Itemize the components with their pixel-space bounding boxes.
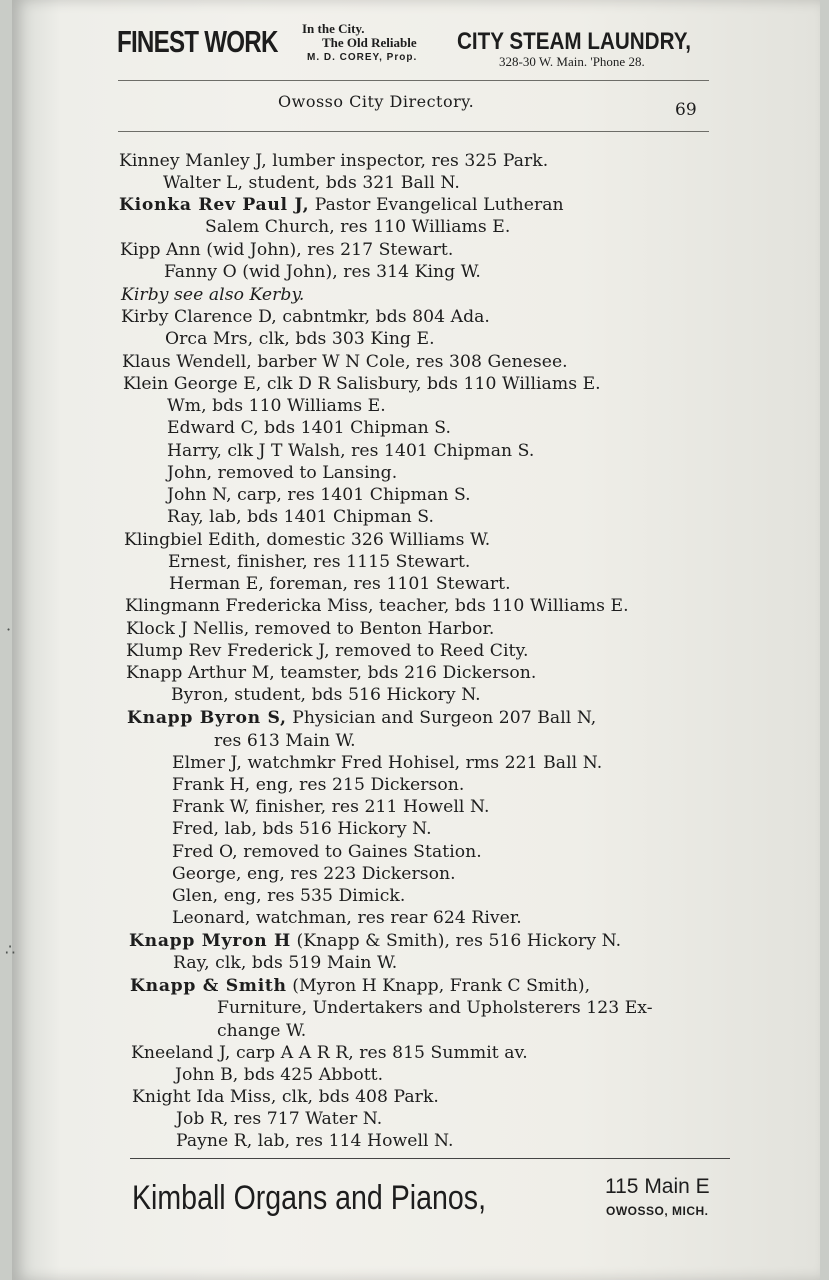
directory-entry: Fanny O (wid John), res 314 King W. (164, 262, 481, 282)
in-city-ad-text: In the City. (302, 21, 365, 36)
directory-entry: Walter L, student, bds 321 Ball N. (163, 173, 460, 193)
running-title: Owosso City Directory. (278, 92, 475, 111)
directory-entry: Kinney Manley J, lumber inspector, res 325 Park. (119, 151, 549, 171)
directory-entry: Edward C, bds 1401 Chipman S. (167, 418, 452, 438)
kimball-address: 115 Main E (605, 1175, 710, 1198)
kimball-city: OWOSSO, MICH. (606, 1204, 709, 1218)
directory-entry (129, 931, 621, 951)
directory-entry (127, 708, 596, 728)
directory-entry: Herman E, foreman, res 1101 Stewart. (169, 574, 511, 594)
old-reliable-ad-text: The Old Reliable (322, 35, 417, 50)
directory-entries (12, 0, 820, 1160)
directory-entry (119, 195, 564, 215)
entry-bold-name: Knapp Myron H (129, 931, 291, 951)
directory-entry: Job R, res 717 Water N. (176, 1109, 383, 1129)
directory-entry: Byron, student, bds 516 Hickory N. (171, 685, 481, 705)
directory-entry: Payne R, lab, res 114 Howell N. (176, 1131, 454, 1151)
entry-text: Physician and Surgeon 207 Ball N, (286, 708, 597, 728)
entry-text: (Myron H Knapp, Frank C Smith), (286, 976, 591, 996)
directory-entry: John, removed to Lansing. (167, 463, 398, 483)
directory-entry: Klock J Nellis, removed to Benton Harbor. (126, 619, 495, 639)
directory-entry: Knight Ida Miss, clk, bds 408 Park. (132, 1087, 439, 1107)
directory-page (5, 0, 820, 1280)
directory-entry: Fred O, removed to Gaines Station. (172, 842, 482, 862)
finest-work-ad-text: FINEST WORK (117, 24, 278, 59)
city-steam-laundry-ad-text: CITY STEAM LAUNDRY, (457, 28, 691, 55)
directory-entry: George, eng, res 223 Dickerson. (172, 864, 456, 884)
directory-entry: Klaus Wendell, barber W N Cole, res 308 Genesee. (122, 352, 568, 372)
directory-entry: Klump Rev Frederick J, removed to Reed City. (126, 641, 529, 661)
bottom-advertisement (130, 1175, 750, 1235)
directory-entry: Fred, lab, bds 516 Hickory N. (172, 819, 432, 839)
directory-entry: res 613 Main W. (214, 731, 356, 751)
kimball-ad-brand: Kimball Organs and Pianos, (132, 1179, 487, 1217)
directory-entry: Kipp Ann (wid John), res 217 Stewart. (120, 240, 454, 260)
directory-entry: John N, carp, res 1401 Chipman S. (167, 485, 471, 505)
directory-entry: Elmer J, watchmkr Fred Hohisel, rms 221 Ball N. (172, 753, 603, 773)
directory-entry: Knapp Arthur M, teamster, bds 216 Dickerson. (126, 663, 537, 683)
directory-entry: Furniture, Undertakers and Upholsterers 123 Ex- (217, 998, 653, 1018)
directory-entry: Glen, eng, res 535 Dimick. (172, 886, 406, 906)
directory-entry: Klingbiel Edith, domestic 326 Williams W. (124, 530, 491, 550)
proprietor-ad-text: M. D. COREY, Prop. (307, 52, 418, 63)
directory-entry: Frank W, finisher, res 211 Howell N. (172, 797, 490, 817)
directory-entry: Kirby Clarence D, cabntmkr, bds 804 Ada. (121, 307, 490, 327)
left-margin-mark: ∴ (5, 940, 16, 959)
entry-bold-name: Knapp & Smith (130, 976, 287, 996)
directory-cross-reference: Kirby see also Kerby. (121, 285, 305, 305)
entry-bold-name: Knapp Byron S, (127, 708, 287, 728)
directory-entry: Orca Mrs, clk, bds 303 King E. (165, 329, 435, 349)
directory-entry: Harry, clk J T Walsh, res 1401 Chipman S. (167, 441, 535, 461)
laundry-address-ad-text: 328-30 W. Main. 'Phone 28. (499, 54, 645, 69)
directory-entry: Wm, bds 110 Williams E. (167, 396, 386, 416)
directory-entry: Klein George E, clk D R Salisbury, bds 110 Williams E. (123, 374, 601, 394)
footer-rule (130, 1158, 730, 1159)
entry-text: (Knapp & Smith), res 516 Hickory N. (290, 931, 622, 951)
entry-bold-name: Kionka Rev Paul J, (119, 195, 310, 215)
directory-entry: John B, bds 425 Abbott. (175, 1065, 384, 1085)
page-number: 69 (675, 100, 697, 120)
directory-entry: Ernest, finisher, res 1115 Stewart. (168, 552, 471, 572)
directory-entry: Klingmann Fredericka Miss, teacher, bds 110 Williams E. (125, 596, 629, 616)
directory-entry: Ray, lab, bds 1401 Chipman S. (167, 507, 434, 527)
directory-entry: Kneeland J, carp A A R R, res 815 Summit av. (131, 1043, 528, 1063)
directory-entry: change W. (217, 1021, 307, 1041)
directory-entry: Ray, clk, bds 519 Main W. (173, 953, 398, 973)
directory-entry (130, 976, 590, 996)
directory-entry: Frank H, eng, res 215 Dickerson. (172, 775, 465, 795)
directory-entry: Leonard, watchman, res rear 624 River. (172, 908, 522, 928)
entry-text: Pastor Evangelical Lutheran (309, 195, 564, 215)
left-margin-dot: · (6, 620, 12, 639)
directory-entry: Salem Church, res 110 Williams E. (205, 217, 511, 237)
